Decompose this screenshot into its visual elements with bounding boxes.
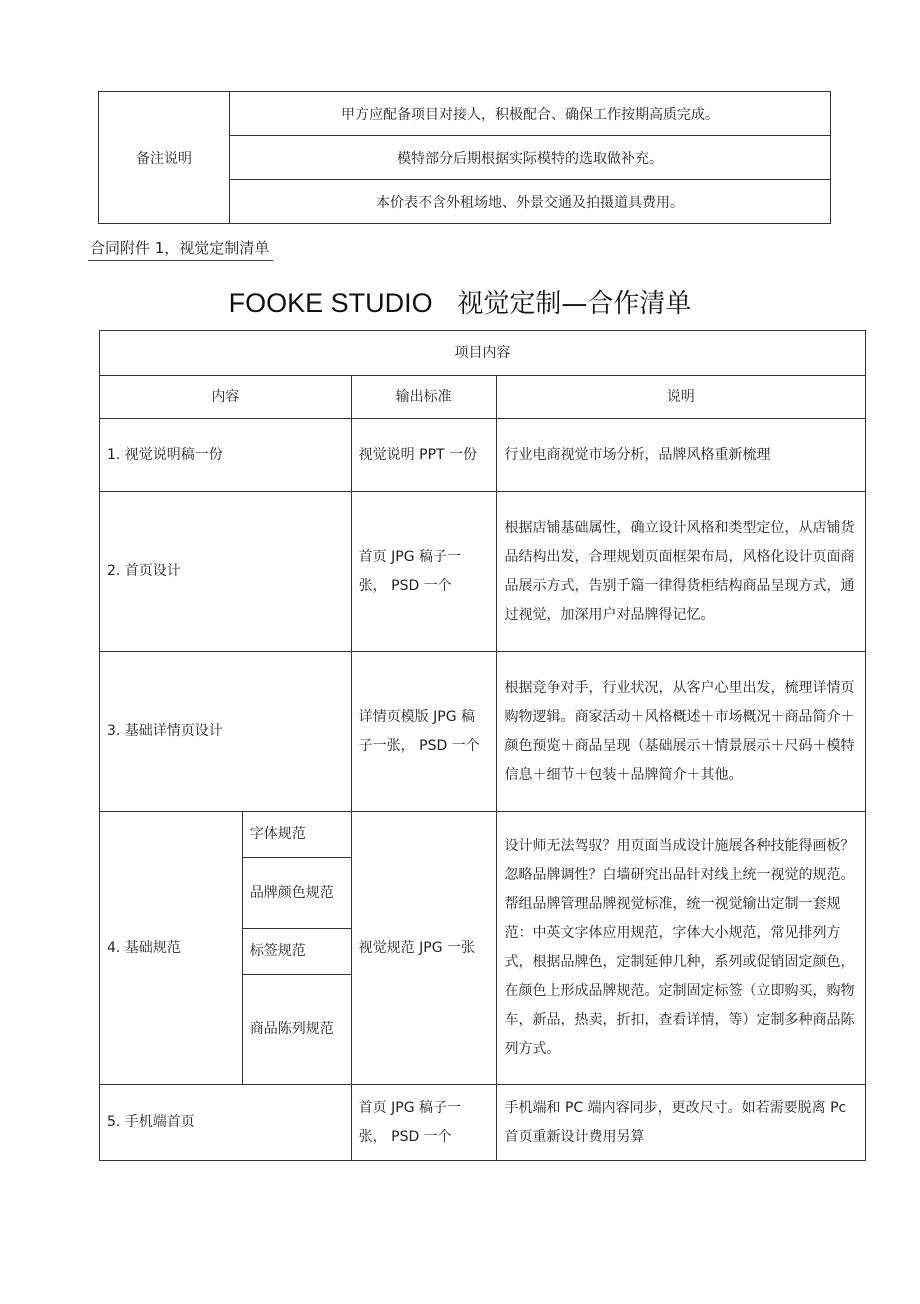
row-desc: 手机端和 PC 端内容同步，更改尺寸。如若需要脱离 Pc 首页重新设计费用另算: [496, 1085, 866, 1161]
sub-item: 商品陈列规范: [242, 975, 351, 1085]
column-header-output: 输出标准: [351, 376, 496, 419]
row-content: 4. 基础规范: [100, 812, 243, 1085]
note-row: 甲方应配备项目对接人，积极配合、确保工作按期高质完成。: [230, 92, 831, 136]
row-desc: 设计师无法驾驭？用页面当成设计施展各种技能得画板？忽略品牌调性？白墙研究出品针对线上统一视觉的规范。帮组品牌管理品牌视觉标准，统一视觉输出定制一套规范：中英文字体应用规范，字体大小规范，常见排列方式，根据品牌色，定制延伸几种，系列或促销固定颜色，在颜色上形成品牌规范。定制固定标签（立即购买，购物车，新品，热卖，折扣，查看详情，等）定制多种商品陈列方式。: [496, 812, 866, 1085]
row-content: 5. 手机端首页: [100, 1085, 352, 1161]
table-row: [100, 492, 866, 652]
cooperation-table: [99, 330, 866, 1161]
row-output: 详情页模版 JPG 稿子一张， PSD 一个: [351, 652, 496, 812]
row-desc: 根据竞争对手，行业状况，从客户心里出发，梳理详情页购物逻辑。商家活动＋风格概述＋市场概况＋商品简介＋颜色预览＋商品呈现（基础展示＋情景展示＋尺码＋模特信息＋细节＋包装＋品牌简介＋其他。: [496, 652, 866, 812]
table-row: [100, 419, 866, 492]
table-row: [100, 652, 866, 812]
note-row: 本价表不含外租场地、外景交通及拍摄道具费用。: [230, 180, 831, 224]
page-title: [0, 283, 920, 320]
row-output: 视觉规范 JPG 一张: [351, 812, 496, 1085]
table-row: [100, 812, 866, 858]
title-brand: FOOKE STUDIO: [228, 288, 433, 318]
sub-item: 品牌颜色规范: [242, 858, 351, 929]
attachment-caption: 合同附件 1，视觉定制清单: [88, 237, 273, 261]
title-rest: 视觉定制—合作清单: [457, 289, 692, 319]
sub-item: 字体规范: [242, 812, 351, 858]
notes-table: [98, 91, 831, 224]
row-output: 视觉说明 PPT 一份: [351, 419, 496, 492]
row-content: 3. 基础详情页设计: [100, 652, 352, 812]
table-row: [100, 1085, 866, 1161]
note-row: 模特部分后期根据实际模特的选取做补充。: [230, 136, 831, 180]
notes-label: 备注说明: [99, 92, 230, 224]
row-content: 1. 视觉说明稿一份: [100, 419, 352, 492]
sub-item: 标签规范: [242, 929, 351, 975]
row-desc: 根据店铺基础属性，确立设计风格和类型定位，从店铺货品结构出发，合理规划页面框架布局，风格化设计页面商品展示方式，告别千篇一律得货柜结构商品呈现方式，通过视觉，加深用户对品牌得记忆。: [496, 492, 866, 652]
column-header-desc: 说明: [496, 376, 866, 419]
row-output: 首页 JPG 稿子一张， PSD 一个: [351, 1085, 496, 1161]
row-content: 2. 首页设计: [100, 492, 352, 652]
section-header: 项目内容: [100, 331, 866, 376]
row-output: 首页 JPG 稿子一张， PSD 一个: [351, 492, 496, 652]
column-header-content: 内容: [100, 376, 352, 419]
row-desc: 行业电商视觉市场分析，品牌风格重新梳理: [496, 419, 866, 492]
